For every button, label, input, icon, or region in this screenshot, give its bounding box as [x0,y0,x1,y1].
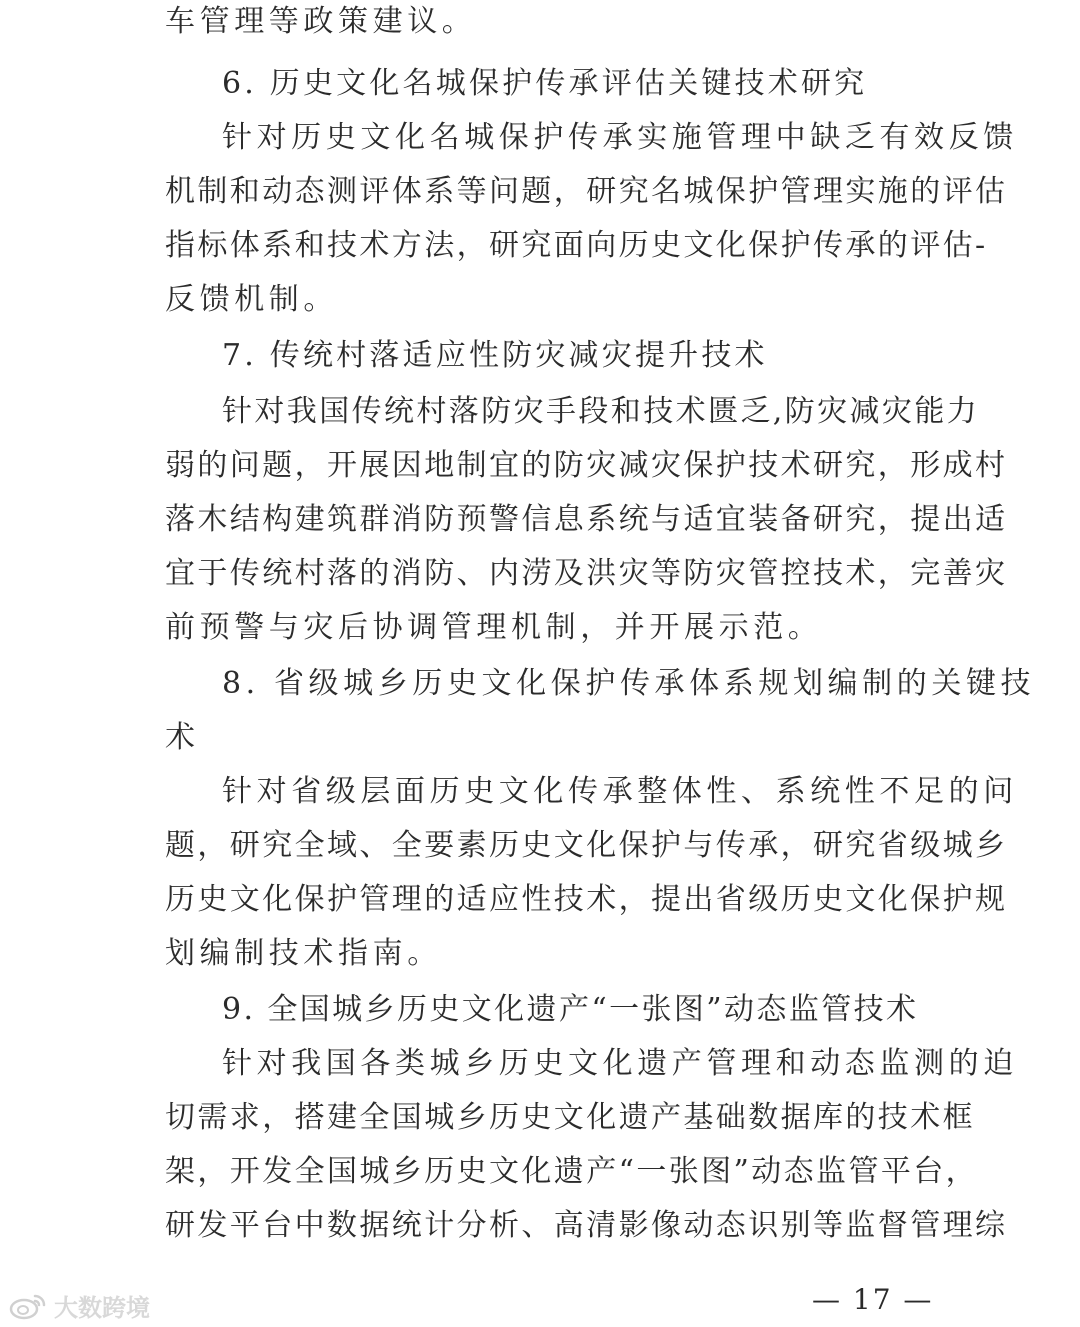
text-line: 针对我国各类城乡历史文化遗产管理和动态监测的迫 [222,1046,1018,1081]
section-heading-9: 9. 全国城乡历史文化遗产“一张图”动态监管技术 [222,992,919,1027]
weibo-logo-icon [8,1292,48,1320]
text-line: 指标体系和技术方法，研究面向历史文化保护传承的评估- [165,228,988,263]
text-line: 针对省级层面历史文化传承整体性、系统性不足的问 [222,774,1018,809]
section-heading-7: 7. 传统村落适应性防灾减灾提升技术 [222,338,768,373]
text-line: 机制和动态测评体系等问题，研究名城保护管理实施的评估 [165,174,1008,209]
text-line: 反馈机制。 [165,282,338,317]
text-line: 前预警与灾后协调管理机制，并开展示范。 [165,610,823,645]
section-heading-8-continued: 术 [165,720,200,755]
watermark-text: 大数跨境 [54,1294,150,1322]
text-line: 宜于传统村落的消防、内涝及洪灾等防灾管控技术，完善灾 [165,556,1008,591]
text-line: 针对历史文化名城保护传承实施管理中缺乏有效反馈 [222,120,1018,155]
text-line: 历史文化保护管理的适应性技术，提出省级历史文化保护规 [165,882,1008,917]
text-line: 落木结构建筑群消防预警信息系统与适宜装备研究，提出适 [165,502,1008,537]
text-line: 弱的问题，开展因地制宜的防灾减灾保护技术研究，形成村 [165,448,1008,483]
text-line: 针对我国传统村落防灾手段和技术匮乏,防灾减灾能力 [222,394,980,429]
text-line: 架，开发全国城乡历史文化遗产“一张图”动态监管平台， [165,1154,979,1189]
text-line: 研发平台中数据统计分析、高清影像动态识别等监督管理综 [165,1208,1008,1243]
section-heading-6: 6. 历史文化名城保护传承评估关键技术研究 [222,66,868,101]
text-line: 切需求，搭建全国城乡历史文化遗产基础数据库的技术框 [165,1100,975,1135]
text-line: 划编制技术指南。 [165,936,442,971]
watermark [8,1288,150,1323]
page-number: — 17 — [812,1283,934,1316]
section-heading-8: 8. 省级城乡历史文化保护传承体系规划编制的关键技 [222,666,1036,701]
text-line: 车管理等政策建议。 [165,4,477,39]
text-line: 题，研究全域、全要素历史文化保护与传承，研究省级城乡 [165,828,1008,863]
